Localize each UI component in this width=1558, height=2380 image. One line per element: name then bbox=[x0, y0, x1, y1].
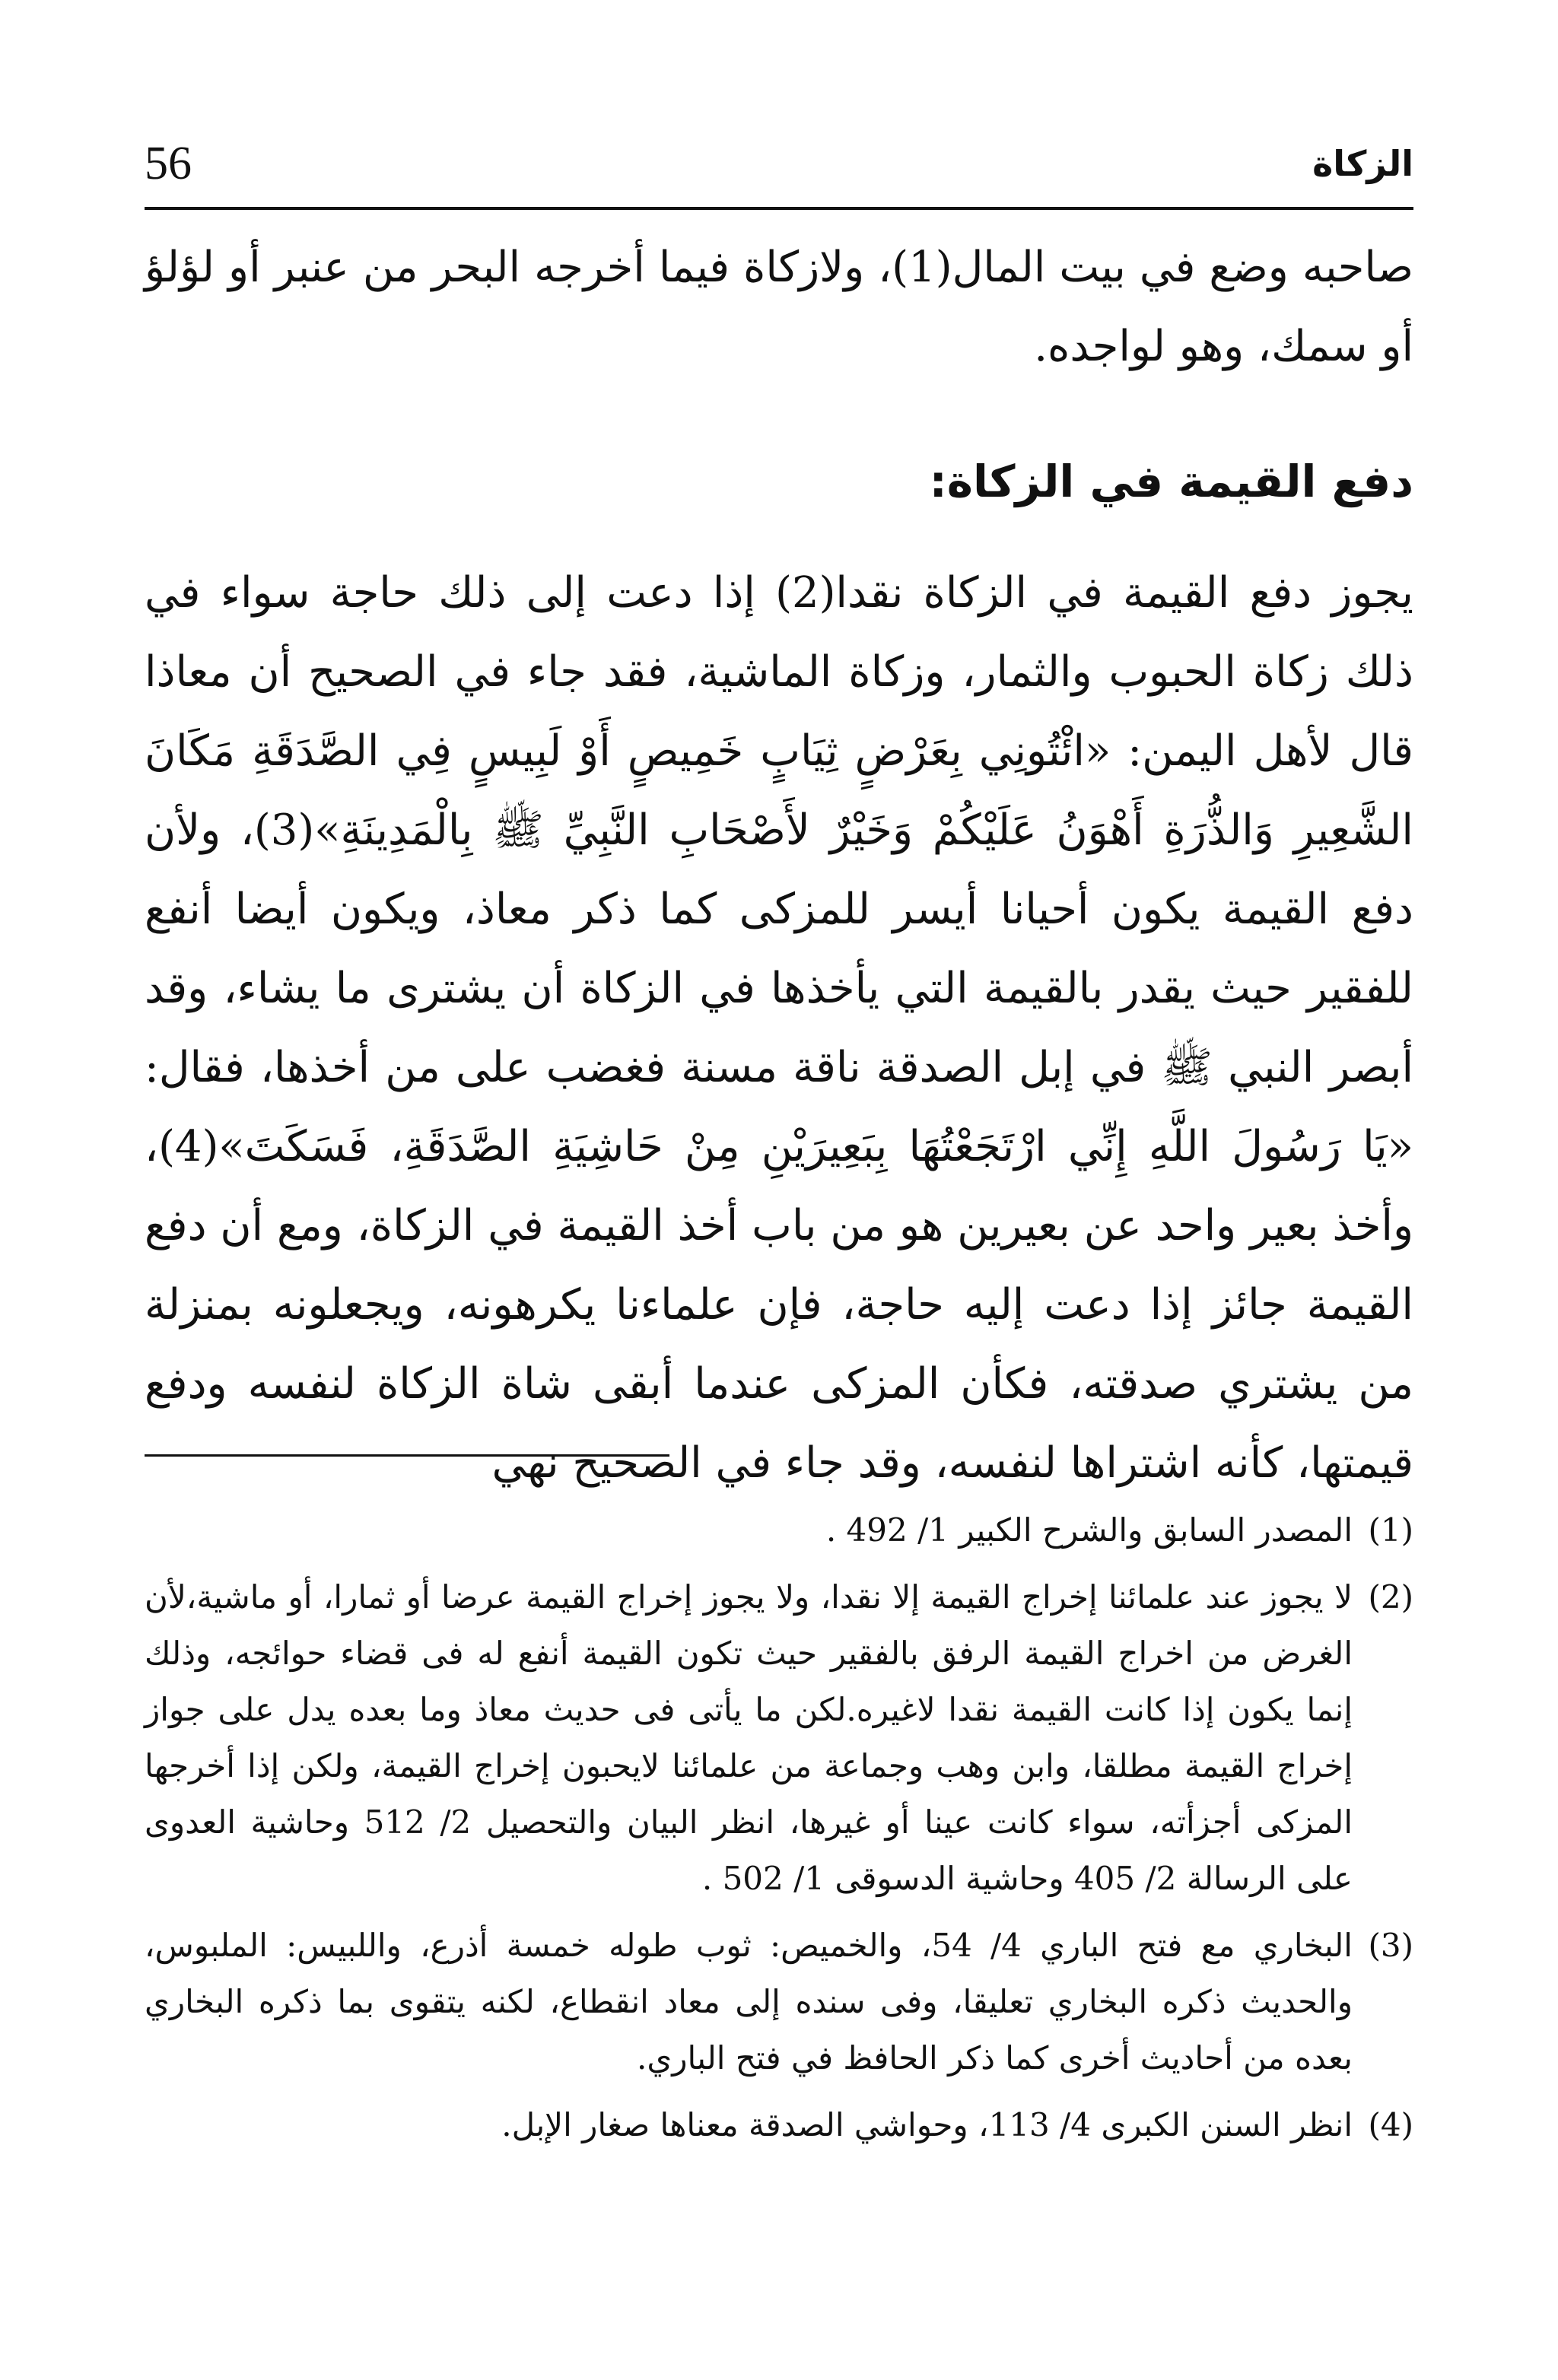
footnote-text: لا يجوز عند علمائنا إخراج القيمة إلا نقدا، ولا يجوز إخراج القيمة عرضا أو ثمارا، أو ماشية،لأن الغرض من اخراج القيمة الرفق بالفقير حيث تكون القيمة أنفع له فى قضاء حوائجه، وذلك إنما يكون إذا كانت القيمة نقدا لاغيره.لكن ما يأتى فى حديث معاذ وما بعده يدل على جواز إخراج القيمة مطلقا، وابن وهب وجماعة من علمائنا لايحبون إخراج القيمة، ولكن إذا أخرجها المزكى أجزأته، سواء كانت عينا أو غيرها، انظر البيان والتحصيل 2/ 512 وحاشية العدوى على الرسالة 2/ 405 وحاشية الدسوقى 1/ 502 . bbox=[145, 1578, 1353, 1897]
footnote-text: المصدر السابق والشرح الكبير 1/ 492 . bbox=[825, 1511, 1353, 1549]
page-header bbox=[145, 129, 1413, 198]
footnote-4 bbox=[145, 2097, 1413, 2153]
paragraph-1: صاحبه وضع في بيت المال(1)، ولازكاة فيما أخرجه البحر من عنبر أو لؤلؤ أو سمك، وهو لواجده. bbox=[145, 243, 1414, 371]
footnote-number: (1) bbox=[1368, 1511, 1413, 1549]
main-text bbox=[145, 228, 1413, 1503]
footnote-text: انظر السنن الكبرى 4/ 113، وحواشي الصدقة معناها صغار الإبل. bbox=[501, 2106, 1353, 2143]
footnote-3 bbox=[145, 1918, 1413, 2086]
header-rule bbox=[145, 207, 1413, 210]
running-title: الزكاة bbox=[1312, 143, 1413, 184]
footnote-separator bbox=[145, 1454, 669, 1457]
section-heading: دفع القيمة في الزكاة: bbox=[929, 456, 1413, 507]
footnote-2 bbox=[145, 1569, 1413, 1907]
page-number: 56 bbox=[145, 138, 192, 189]
footnote-1 bbox=[145, 1502, 1413, 1559]
footnote-number: (2) bbox=[1368, 1578, 1413, 1616]
paragraph-2: يجوز دفع القيمة في الزكاة نقدا(2) إذا دعت إلى ذلك حاجة سواء في ذلك زكاة الحبوب والثمار، وزكاة الماشية، فقد جاء في الصحيح أن معاذا قال لأهل اليمن: «ائْتُونِي بِعَرْضٍ ثِيَابٍ خَمِيصٍ أَوْ لَبِيسٍ فِي الصَّدَقَةِ مَكَانَ الشَّعِيرِ وَالذُّرَةِ أَهْوَنُ عَلَيْكُمْ وَخَيْرٌ لأَصْحَابِ النَّبِيِّ ﷺ بِالْمَدِينَةِ»(3)، ولأن دفع القيمة يكون أحيانا أيسر للمزكى كما ذكر معاذ، ويكون أيضا أنفع للفقير حيث يقدر بالقيمة التي يأخذها في الزكاة أن يشترى ما يشاء، وقد أبصر النبي ﷺ في إبل الصدقة ناقة مسنة فغضب على من أخذها، فقال: «يَا رَسُولَ اللَّهِ إِنِّي ارْتَجَعْتُهَا بِبَعِيرَيْنِ مِنْ حَاشِيَةِ الصَّدَقَةِ، فَسَكَتَ»(4)، وأخذ بعير واحد عن بعيرين هو من باب أخذ القيمة في الزكاة، ومع أن دفع القيمة جائز إذا دعت إليه حاجة، فإن علماءنا يكرهونه، ويجعلونه بمنزلة من يشتري صدقته، فكأن المزكى عندما أبقى شاة الزكاة لنفسه ودفع قيمتها، كأنه اشتراها لنفسه، وقد جاء في الصحيح نهي bbox=[145, 568, 1414, 1488]
footnote-number: (4) bbox=[1368, 2106, 1413, 2143]
footnote-text: البخاري مع فتح الباري 4/ 54، والخميص: ثوب طوله خمسة أذرع، واللبيس: الملبوس، والحديث ذكره البخاري تعليقا، وفى سنده إلى معاد انقطاع، لكنه يتقوى بما ذكره البخاري بعده من أحاديث أخرى كما ذكر الحافظ في فتح الباري. bbox=[145, 1927, 1353, 2077]
footnote-number: (3) bbox=[1368, 1927, 1413, 1964]
footnotes bbox=[145, 1502, 1413, 2164]
